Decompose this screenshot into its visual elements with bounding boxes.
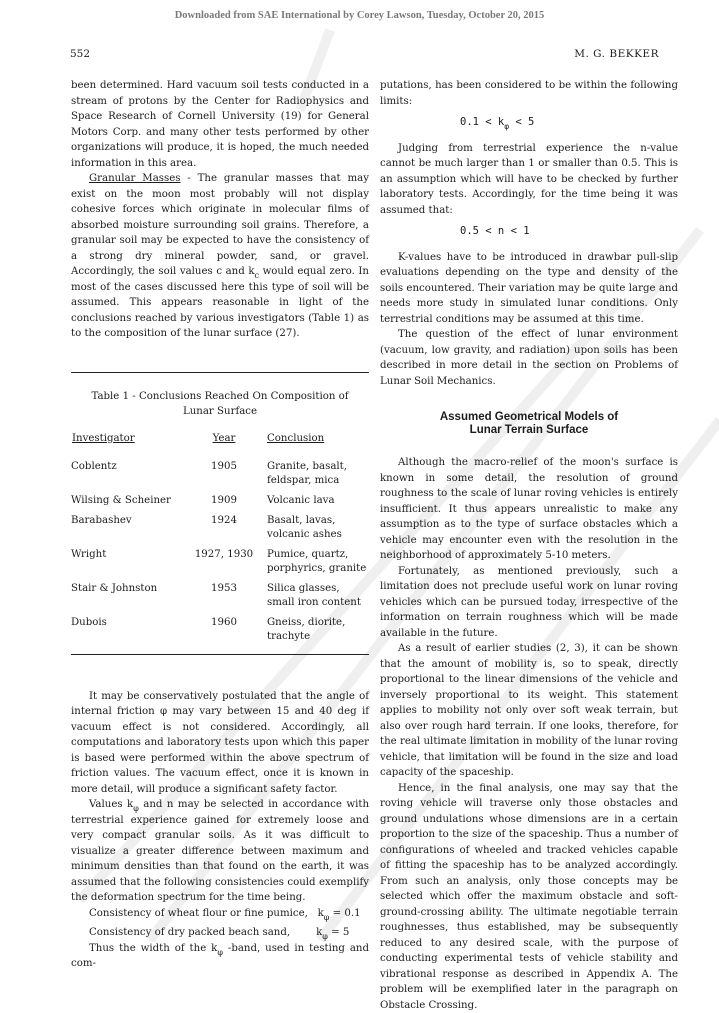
paragraph: been determined. Hard vacuum soil tests conducted in a stream of protons by the Center for Radiophysics and Space Research of Cornell University (19) for General Motors Corp. and many other tests performed by other organizations will produce, it is hoped, the much needed information in this area. bbox=[71, 78, 369, 171]
paragraph: Values $k_\varphi$ and n may be selected in accordance with terrestrial experience gained for extremely loose and very compact granular soils. As it was difficult to visualize a greater difference between maximum and minimum densities than that found on the earth, it was assumed that the following consistencies could exemplify the deformation spectrum for the time being. bbox=[71, 797, 369, 906]
right-column bbox=[380, 78, 678, 1013]
running-head-author: M. G. BEKKER bbox=[574, 48, 659, 60]
table-caption: Table 1 - Conclusions Reached On Composition of Lunar Surface bbox=[71, 389, 369, 419]
left-column bbox=[71, 78, 369, 972]
table-row: Wilsing & Scheiner 1909 Volcanic lava bbox=[71, 494, 369, 514]
table-row: Coblentz 1905 Granite, basalt, feldspar, mica bbox=[71, 460, 369, 494]
table-top-rule bbox=[71, 372, 369, 373]
download-banner: Downloaded from SAE International by Corey Lawson, Tuesday, October 20, 2015 bbox=[0, 10, 719, 21]
paragraph: It may be conservatively postulated that the angle of internal friction φ may vary between 15 and 40 deg if vacuum effect is not considered. Accordingly, all computations and laboratory tests upon which this paper is based were performed within the above spectrum of friction values. The vacuum effect, once it is known in more detail, will produce a significant safety factor. bbox=[71, 689, 369, 798]
consistency-beach-sand: Consistency of dry packed beach sand, $k_\varphi = 5$ bbox=[89, 925, 369, 941]
paragraph: Hence, in the final analysis, one may say that the roving vehicle will traverse only those obstacles and ground undulations whose dimensions are in a certain proportion to the size of the spaceship. Thus a number of configurations of wheeled and tracked vehicles capable of fitting the spaceship has to be analyzed accordingly. From such an analysis, only those concepts may be selected which offer the maximum obstacle and soft-ground-crossing ability. The ultimate negotiable terrain roughnesses, thus established, may be subsequently reduced to any desired scale, with the purpose of conducting experimental tests of vehicle stability and vibrational response as described in Appendix A. The problem will be exemplified later in the paragraph on Obstacle Crossing. bbox=[380, 781, 678, 1013]
paragraph-granular-masses: Granular Masses - The granular masses that may exist on the moon most probably will not display cohesive forces which originate in molecular films of absorbed moisture surrounding soil grains. Therefore, a granular soil may be expected to have the consistency of a strong dry mineral powder, sand, or gravel. Accordingly, the soil values c and $k_c$ would equal zero. In most of the cases discussed here this type of soil will be assumed. This appears reasonable in light of the conclusions reached by various investigators (Table 1) as to the composition of the lunar surface (27). bbox=[71, 171, 369, 342]
paragraph: As a result of earlier studies (2, 3), it can be shown that the amount of mobility is, so to speak, directly proportional to the linear dimensions of the vehicle and inversely proportional to its weight. This statement applies to mobility not only over soft weak terrain, but also over rough hard terrain. If one looks, therefore, for the real ultimate limitation in mobility of the lunar roving vehicle, that limitation will be found in the size and load capacity of the spaceship. bbox=[380, 641, 678, 781]
column-header-year: Year bbox=[193, 431, 255, 460]
table-row: Dubois 1960 Gneiss, diorite, trachyte bbox=[71, 616, 369, 650]
consistency-wheat-flour: Consistency of wheat flour or fine pumice, $k_\varphi = 0.1$ bbox=[89, 906, 369, 922]
lunar-composition-table bbox=[71, 431, 369, 650]
table-row: Stair & Johnston 1953 Silica glasses, small iron content bbox=[71, 582, 369, 616]
paragraph: Although the macro-relief of the moon's surface is known in some detail, the resolution of ground roughness to the scale of lunar roving vehicles is entirely insufficient. It thus appears unrealistic to make any assumption as to the type of surface obstacles which a vehicle may encounter even with the resolution in the neighborhood of approximately 5-10 meters. bbox=[380, 455, 678, 564]
table-row: Barabashev 1924 Basalt, lavas, volcanic ashes bbox=[71, 514, 369, 548]
column-header-investigator: Investigator bbox=[71, 431, 193, 460]
paragraph: putations, has been considered to be within the following limits: bbox=[380, 78, 678, 109]
paragraph: K-values have to be introduced in drawbar pull-slip evaluations depending on the type and density of the soils encountered. Their variation may be quite large and needs more study in simulated lunar conditions. Only terrestrial conditions may be assumed at this time. bbox=[380, 250, 678, 328]
page-number: 552 bbox=[70, 48, 90, 60]
table-row: Wright 1927, 1930 Pumice, quartz, porphyrics, granite bbox=[71, 548, 369, 582]
paragraph: Judging from terrestrial experience the n-value cannot be much larger than 1 or smaller than 0.5. This is an assumption which will have to be checked by further laboratory tests. Accordingly, for the time being it was assumed that: bbox=[380, 141, 678, 219]
formula-k-phi-limits: $0.1 < k_\varphi < 5$ bbox=[460, 115, 678, 131]
paragraph: The question of the effect of lunar environment (vacuum, low gravity, and radiation) upon soils has been described in more detail in the section on Problems of Lunar Soil Mechanics. bbox=[380, 327, 678, 389]
paragraph: Fortunately, as mentioned previously, such a limitation does not preclude useful work on lunar roving vehicles which can be pursued today, irrespective of the information on terrain roughness which will be made available in the future. bbox=[380, 564, 678, 642]
run-in-heading: Granular Masses bbox=[89, 173, 180, 184]
formula-n-limits: 0.5 < n < 1 bbox=[460, 224, 678, 240]
column-header-conclusion: Conclusion bbox=[255, 431, 369, 460]
section-heading: Assumed Geometrical Models of Lunar Terrain Surface bbox=[380, 411, 678, 437]
paragraph: Thus the width of the $k_\varphi$ -band, used in testing and com- bbox=[71, 941, 369, 972]
